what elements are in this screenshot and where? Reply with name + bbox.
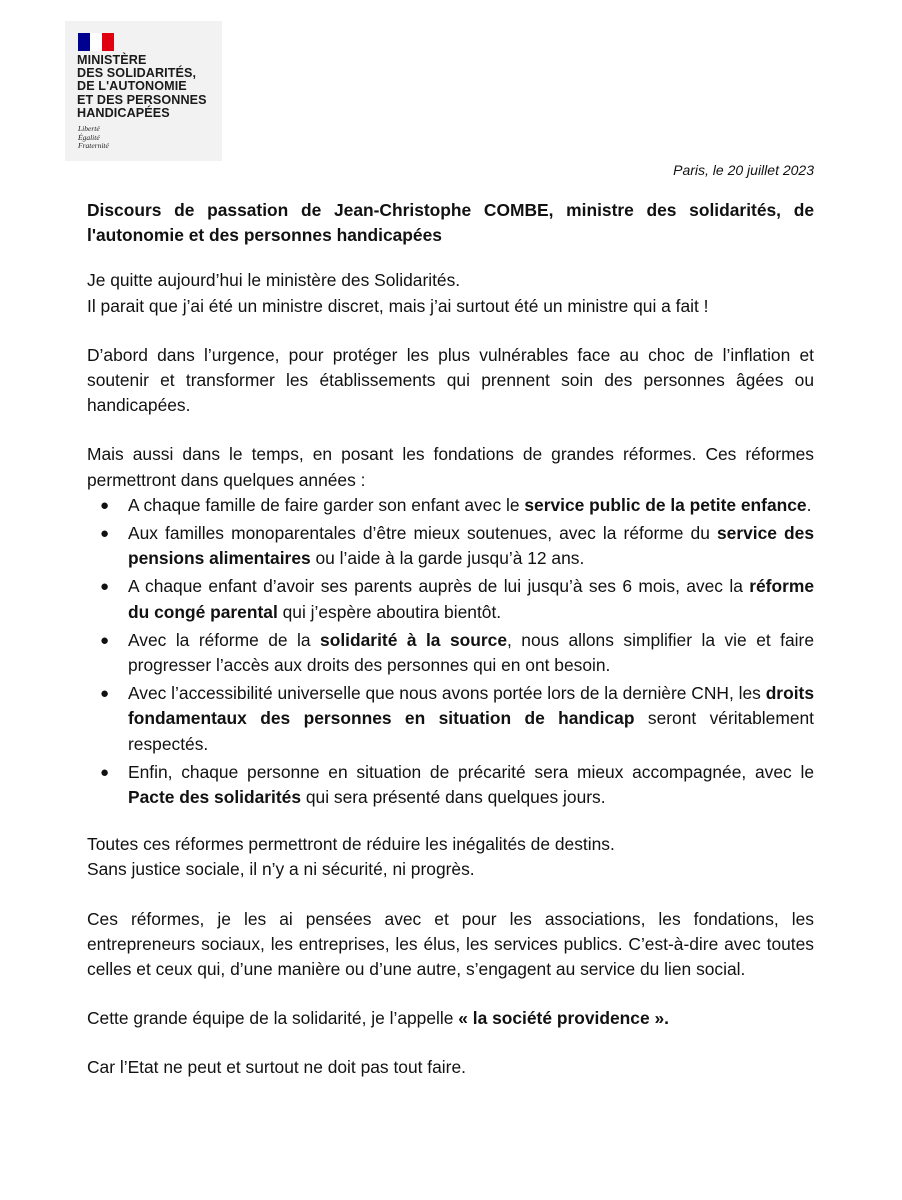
speech-body (87, 198, 814, 1105)
bullet-icon: ● (100, 496, 110, 514)
list-item: ● Avec la réforme de la solidarité à la source, nous allons simplifier la vie et faire progresser l’accès aux droits des personnes qui en ont besoin. (100, 629, 814, 676)
ministry-line: HANDICAPÉES (77, 105, 170, 120)
marianne-flag-icon (78, 33, 114, 51)
paragraph-urgency: D’abord dans l’urgence, pour protéger les plus vulnérables face au choc de l’inflation et soutenir et transformer les établissements qui prennent soin des personnes âgées ou handicapées. (87, 344, 814, 416)
motto-line: Liberté (78, 124, 100, 133)
list-item: ● A chaque enfant d’avoir ses parents auprès de lui jusqu’à ses 6 mois, avec la réforme du congé parental qui j’espère aboutira bientôt. (100, 576, 814, 622)
ministry-line: MINISTÈRE (77, 53, 147, 67)
speech-title: Discours de passation de Jean-Christophe COMBE, ministre des solidarités, de l'autonomie et des personnes handicapées (87, 200, 814, 246)
paragraph-reforms-intro: Mais aussi dans le temps, en posant les fondations de grandes réformes. Ces réformes permettront dans quelques années : (87, 444, 814, 490)
list-item: ● A chaque famille de faire garder son enfant avec le service public de la petite enfance. (87, 493, 814, 518)
inequalities-line-2: Sans justice sociale, il n’y a ni sécurité, ni progrès. (87, 859, 475, 880)
paragraph-providence: Cette grande équipe de la solidarité, je l’appelle « la société providence ». (87, 1008, 669, 1029)
ministry-line: ET DES PERSONNES (77, 92, 207, 107)
paragraph-partners: Ces réformes, je les ai pensées avec et pour les associations, les fondations, les entrepreneurs sociaux, les entreprises, les élus, les services publics. C’est-à-dire avec toutes celles et ceux qui, d’une manière ou d’une autre, s’engagent au service du lien social. (87, 908, 814, 980)
intro-line-1: Je quitte aujourd’hui le ministère des Solidarités. (87, 270, 461, 291)
paragraph-inequalities (87, 832, 814, 882)
intro-line-2: Il parait que j’ai été un ministre discret, mais j’ai surtout été un ministre qui a fait ! (87, 295, 709, 316)
paragraph-state: Car l’Etat ne peut et surtout ne doit pas tout faire. (87, 1057, 466, 1078)
republic-motto (78, 125, 158, 151)
ministry-line: DE L'AUTONOMIE (77, 79, 187, 94)
bullet-icon: ● (100, 525, 110, 543)
motto-line: Égalité (78, 132, 100, 142)
list-item: ● Avec l’accessibilité universelle que nous avons portée lors de la dernière CNH, les droits fondamentaux des personnes en situation de handicap seront véritablement respectés. (100, 683, 814, 754)
inequalities-line-1: Toutes ces réformes permettront de réduire les inégalités de destins. (87, 834, 615, 855)
list-item: ● Aux familles monoparentales d’être mieux soutenues, avec la réforme du service des pensions alimentaires ou l’aide à la garde jusqu’à 12 ans. (100, 523, 814, 569)
list-item: ● Enfin, chaque personne en situation de précarité sera mieux accompagnée, avec le Pacte des solidarités qui sera présenté dans quelques jours. (100, 761, 814, 808)
ministry-logo (65, 21, 222, 161)
motto-line: Fraternité (78, 141, 109, 151)
bullet-icon: ● (100, 685, 110, 703)
bullet-icon: ● (100, 631, 110, 649)
reforms-list (87, 493, 814, 810)
paragraph-intro (87, 268, 814, 318)
ministry-line: DES SOLIDARITÉS, (77, 66, 197, 81)
ministry-name (77, 54, 227, 120)
bullet-icon: ● (100, 763, 110, 781)
bullet-icon: ● (100, 578, 110, 596)
document-date: Paris, le 20 juillet 2023 (673, 162, 814, 178)
